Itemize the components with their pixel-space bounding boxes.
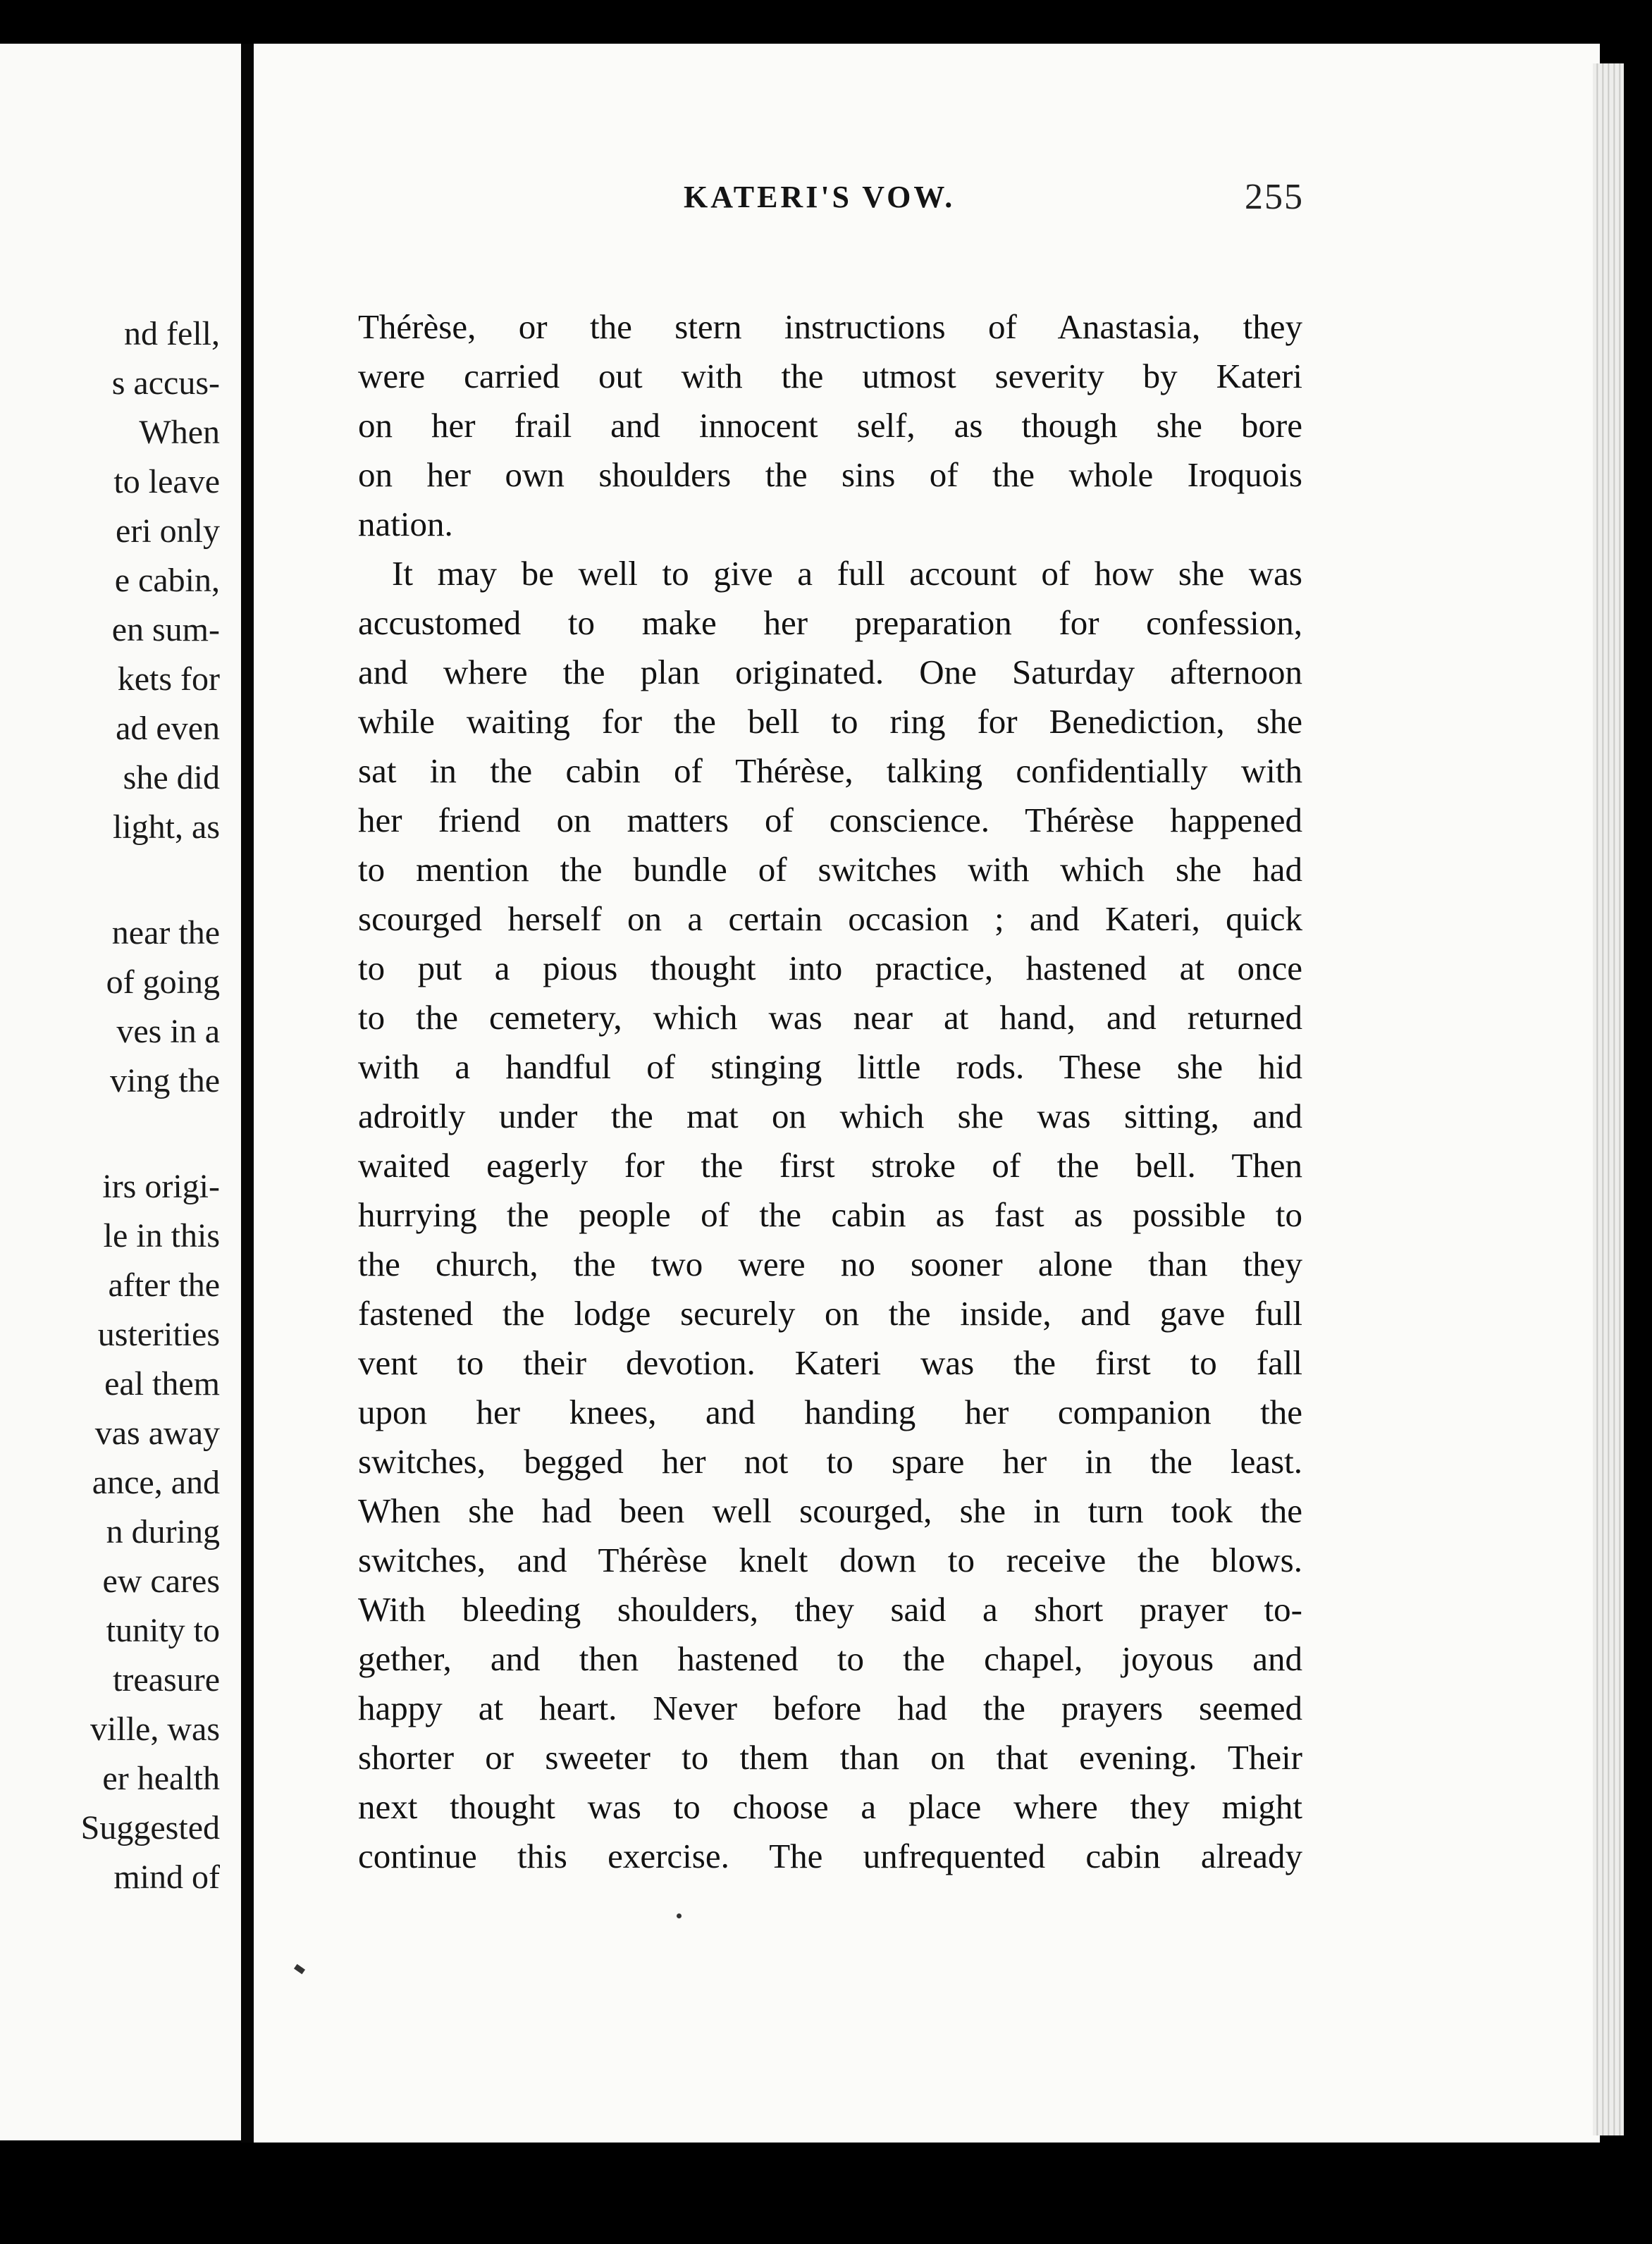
ink-speck — [677, 1913, 682, 1918]
body-line: It may be well to give a full account of how she was — [392, 554, 1302, 593]
body-line: her friend on matters of conscience. Thérèse happened — [358, 801, 1302, 839]
body-line: upon her knees, and handing her companion the — [358, 1393, 1302, 1431]
running-head — [416, 176, 1304, 233]
body-line: shorter or sweeter to them than on that evening. Their — [358, 1738, 1302, 1777]
left-page-line: n during — [106, 1513, 220, 1551]
body-line: were carried out with the utmost severity by Kateri — [358, 357, 1302, 395]
chapter-title: KATERI'S VOW. — [684, 180, 956, 214]
left-page-line: light, as — [113, 808, 220, 846]
scan-border-right — [1624, 0, 1652, 2244]
left-page-fragment — [0, 44, 241, 2140]
body-line: on her frail and innocent self, as though she bore — [358, 406, 1302, 445]
left-page-line: le in this — [103, 1217, 220, 1254]
body-line: to put a pious thought into practice, hastened at once — [358, 949, 1302, 987]
left-page-line: she did — [123, 759, 220, 796]
body-line: switches, and Thérèse knelt down to receive the blows. — [358, 1541, 1302, 1579]
page-edges — [1593, 63, 1624, 2135]
book-gutter — [241, 44, 254, 2144]
body-line: When she had been well scourged, she in turn took the — [358, 1491, 1302, 1530]
left-page-line: tunity to — [106, 1612, 220, 1649]
left-page-line: When — [139, 414, 220, 451]
body-line: adroitly under the mat on which she was sitting, and — [358, 1097, 1302, 1135]
body-line: accustomed to make her preparation for confession, — [358, 603, 1302, 642]
body-line: fastened the lodge securely on the inside, and gave full — [358, 1294, 1302, 1333]
left-page-line: s accus- — [111, 364, 220, 402]
left-page-line: usterities — [97, 1316, 220, 1353]
body-line: vent to their devotion. Kateri was the first to fall — [358, 1343, 1302, 1382]
body-line: and where the plan originated. One Saturday afternoon — [358, 653, 1302, 691]
page-number: 255 — [1245, 177, 1304, 217]
left-page-line: ving the — [110, 1062, 220, 1099]
left-page-line: e cabin, — [114, 562, 220, 599]
left-page-line: nd fell, — [124, 315, 220, 352]
body-line: scourged herself on a certain occasion ; and Kateri, quick — [358, 899, 1302, 938]
body-line: with a handful of stinging little rods. These she hid — [358, 1047, 1302, 1086]
left-page-line: of going — [106, 963, 220, 1001]
left-page-line: after the — [108, 1266, 220, 1304]
body-line: continue this exercise. The unfrequented cabin already — [358, 1837, 1302, 1875]
body-line: the church, the two were no sooner alone than they — [358, 1245, 1302, 1283]
left-page-line: er health — [102, 1760, 220, 1797]
left-page-line: irs origi- — [102, 1168, 220, 1205]
left-page-line: ew cares — [102, 1562, 220, 1600]
body-line: hurrying the people of the cabin as fast as possible to — [358, 1195, 1302, 1234]
left-page-line: near the — [111, 914, 220, 951]
left-page-line: treasure — [113, 1661, 220, 1699]
left-page-line: eal them — [104, 1365, 220, 1402]
left-page-line: kets for — [117, 660, 220, 698]
body-line: to mention the bundle of switches with which she had — [358, 850, 1302, 889]
body-line: Thérèse, or the stern instructions of Anastasia, they — [358, 307, 1302, 346]
body-line: while waiting for the bell to ring for Benediction, she — [358, 702, 1302, 741]
left-page-line: ves in a — [116, 1013, 220, 1050]
left-page-line: ad even — [116, 710, 220, 747]
body-line: to the cemetery, which was near at hand, and returned — [358, 998, 1302, 1037]
body-line: waited eagerly for the first stroke of the bell. Then — [358, 1146, 1302, 1185]
left-page-line: ville, was — [90, 1710, 220, 1748]
left-page-line: to leave — [113, 463, 220, 500]
left-page-line: mind of — [113, 1858, 220, 1896]
left-page-line: vas away — [94, 1414, 220, 1452]
body-line: With bleeding shoulders, they said a short prayer to- — [358, 1590, 1302, 1629]
body-line: happy at heart. Never before had the prayers seemed — [358, 1689, 1302, 1727]
body-line: on her own shoulders the sins of the whole Iroquois — [358, 455, 1302, 494]
scan-border-top — [0, 0, 1652, 44]
left-page-line: ance, and — [92, 1464, 220, 1501]
left-page-line: eri only — [116, 512, 220, 550]
body-line: gether, and then hastened to the chapel, joyous and — [358, 1639, 1302, 1678]
body-line: sat in the cabin of Thérèse, talking confidentially with — [358, 751, 1302, 790]
scan-border-bottom — [0, 2143, 1652, 2244]
left-page-line: Suggested — [80, 1809, 220, 1847]
body-line: nation. — [358, 505, 453, 543]
left-page-line: en sum- — [111, 611, 220, 648]
body-line: switches, begged her not to spare her in the least. — [358, 1442, 1302, 1481]
body-line: next thought was to choose a place where they might — [358, 1787, 1302, 1826]
